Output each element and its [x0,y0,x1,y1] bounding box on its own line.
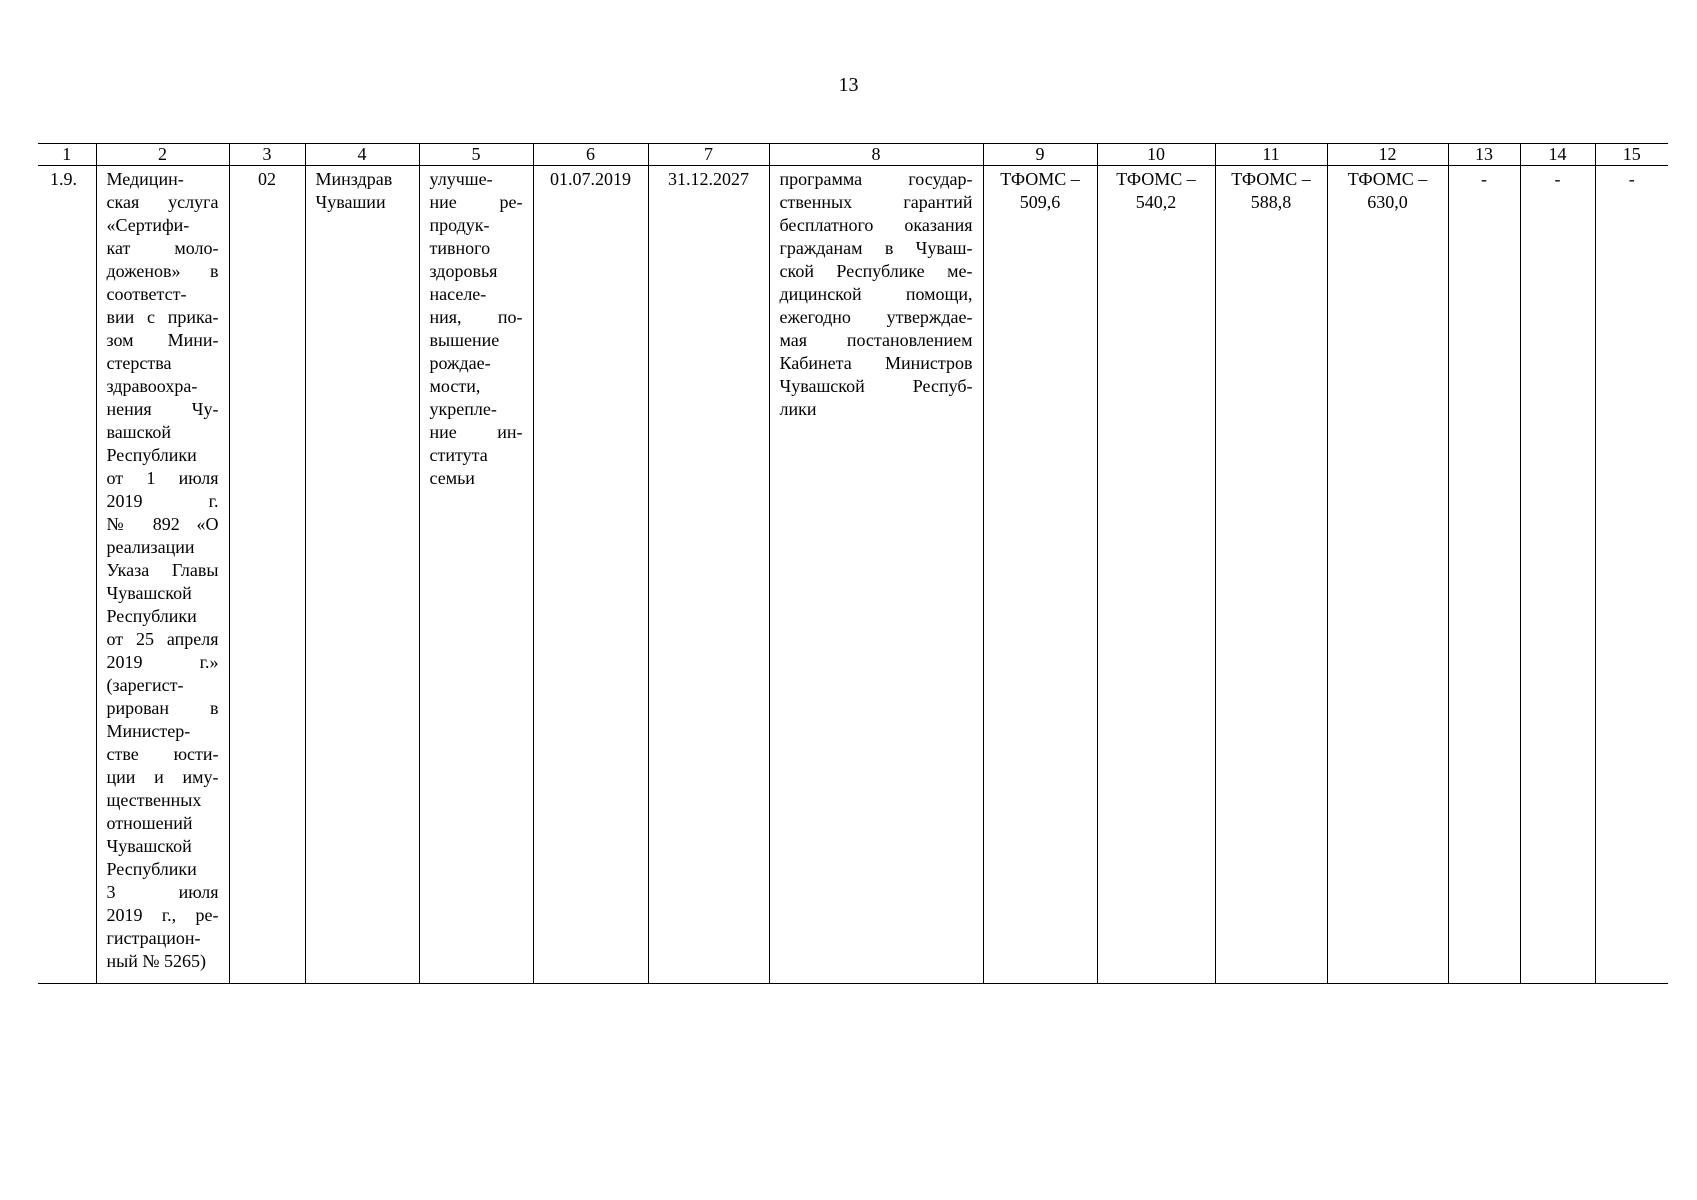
text-line: ние ре- [429,192,523,212]
text-line: Чувашской [106,836,192,856]
text-line: вышение [429,330,500,350]
text-line: вашской [106,422,172,442]
text-line: Чувашской [106,583,192,603]
text-line: «Сертифи- [106,215,190,235]
value-cell-14: - [1520,166,1595,984]
text-line: ститута [429,445,488,465]
program-cell [769,166,983,984]
text-line: 2019 г.» [106,652,219,672]
text-line: стве юсти- [106,744,219,764]
text-line: Республики [106,606,197,626]
funding-source: ТФОМС – [1347,169,1428,189]
text-line: вии с прика- [106,307,219,327]
text-line: семьи [429,468,475,488]
text-line: мая постановлением [779,330,973,350]
text-line: щественных [106,790,202,810]
text-line: нения Чу- [106,399,219,419]
text-line: ния, по- [429,307,523,327]
text-line: лики [779,399,817,419]
start-date-cell: 01.07.2019 [533,166,648,984]
text-line: Кабинета Министров [779,353,973,373]
funding-source: ТФОМС – [1116,169,1196,189]
text-line: Медицин- [106,169,184,189]
funding-source: ТФОМС – [1000,169,1080,189]
code-cell: 02 [229,166,305,984]
text-line: населе- [429,284,487,304]
page-number: 13 [838,74,859,96]
column-header: 7 [648,144,769,166]
service-name-text [107,168,219,973]
text-line: мости, [429,376,481,396]
column-header: 8 [769,144,983,166]
column-header: 13 [1448,144,1520,166]
text-line: 2019 г., ре- [106,905,219,925]
text-line: Республики [106,859,197,879]
text-line: тивного [429,238,491,258]
text-line: гражданам в Чуваш- [779,238,973,258]
text-line: 3 июля [106,882,219,902]
text-line: улучше- [429,169,493,189]
text-line: рождае- [429,353,491,373]
text-line: зом Мини- [106,330,219,350]
text-line: Министер- [106,721,191,741]
text-line: дицинской помощи, [779,284,973,304]
text-line: ской Республике ме- [779,261,973,281]
text-line: продук- [429,215,490,235]
value-cell-10 [1097,166,1215,984]
text-line: укрепле- [429,399,497,419]
column-header: 1 [38,144,96,166]
column-header: 14 [1520,144,1595,166]
column-header: 6 [533,144,648,166]
column-header: 3 [229,144,305,166]
executor-cell [305,166,419,984]
text-line: от 25 апреля [106,629,219,649]
column-header: 2 [96,144,229,166]
text-line: рирован в [106,698,219,718]
text-line: ние ин- [429,422,523,442]
column-header: 4 [305,144,419,166]
end-date-cell: 31.12.2027 [648,166,769,984]
text-line: здоровья [429,261,498,281]
text-line: от 1 июля [106,468,219,488]
text-line: ный № 5265) [106,951,207,971]
goal-text [430,168,523,490]
text-line: отношений [106,813,193,833]
table-row [38,166,1668,984]
text-line: бесплатного оказания [779,215,973,235]
text-line: программа государ- [779,169,973,189]
text-line: ции и иму- [106,767,219,787]
text-line: Чувашии [315,192,386,212]
row-number: 1.9. [38,166,96,984]
text-line: Республики [106,445,197,465]
value-cell-12 [1327,166,1448,984]
funding-amount: 509,6 [1019,192,1061,212]
program-table [38,143,1668,984]
funding-amount: 540,2 [1135,192,1177,212]
text-line: стерства [106,353,172,373]
text-line: гистрацион- [106,928,201,948]
text-line: кат моло- [106,238,219,258]
funding-source: ТФОМС – [1231,169,1311,189]
value-cell-9 [983,166,1097,984]
column-number-row [38,144,1668,166]
funding-amount: 630,0 [1367,192,1408,212]
text-line: ская услуга [106,192,219,212]
program-text [780,168,973,421]
text-line: № 892 «О [106,514,219,534]
column-header: 12 [1327,144,1448,166]
text-line: реализации [106,537,195,557]
executor-text [316,168,409,214]
text-line: ежегодно утверждае- [779,307,973,327]
column-header: 10 [1097,144,1215,166]
value-cell-15: - [1595,166,1668,984]
column-header: 9 [983,144,1097,166]
text-line: доженов» в [106,261,219,281]
goal-cell [419,166,533,984]
text-line: 2019 г. [106,491,219,511]
text-line: здравоохра- [106,376,198,396]
column-header: 11 [1215,144,1327,166]
text-line: ственных гарантий [779,192,973,212]
value-cell-13: - [1448,166,1520,984]
text-line: Чувашской Респуб- [779,376,973,396]
service-name-cell [96,166,229,984]
funding-amount: 588,8 [1250,192,1292,212]
text-line: (зарегист- [106,675,184,695]
column-header: 15 [1595,144,1668,166]
text-line: Указа Главы [106,560,219,580]
value-cell-11 [1215,166,1327,984]
column-header: 5 [419,144,533,166]
text-line: Минздрав [315,169,393,189]
text-line: соответст- [106,284,187,304]
